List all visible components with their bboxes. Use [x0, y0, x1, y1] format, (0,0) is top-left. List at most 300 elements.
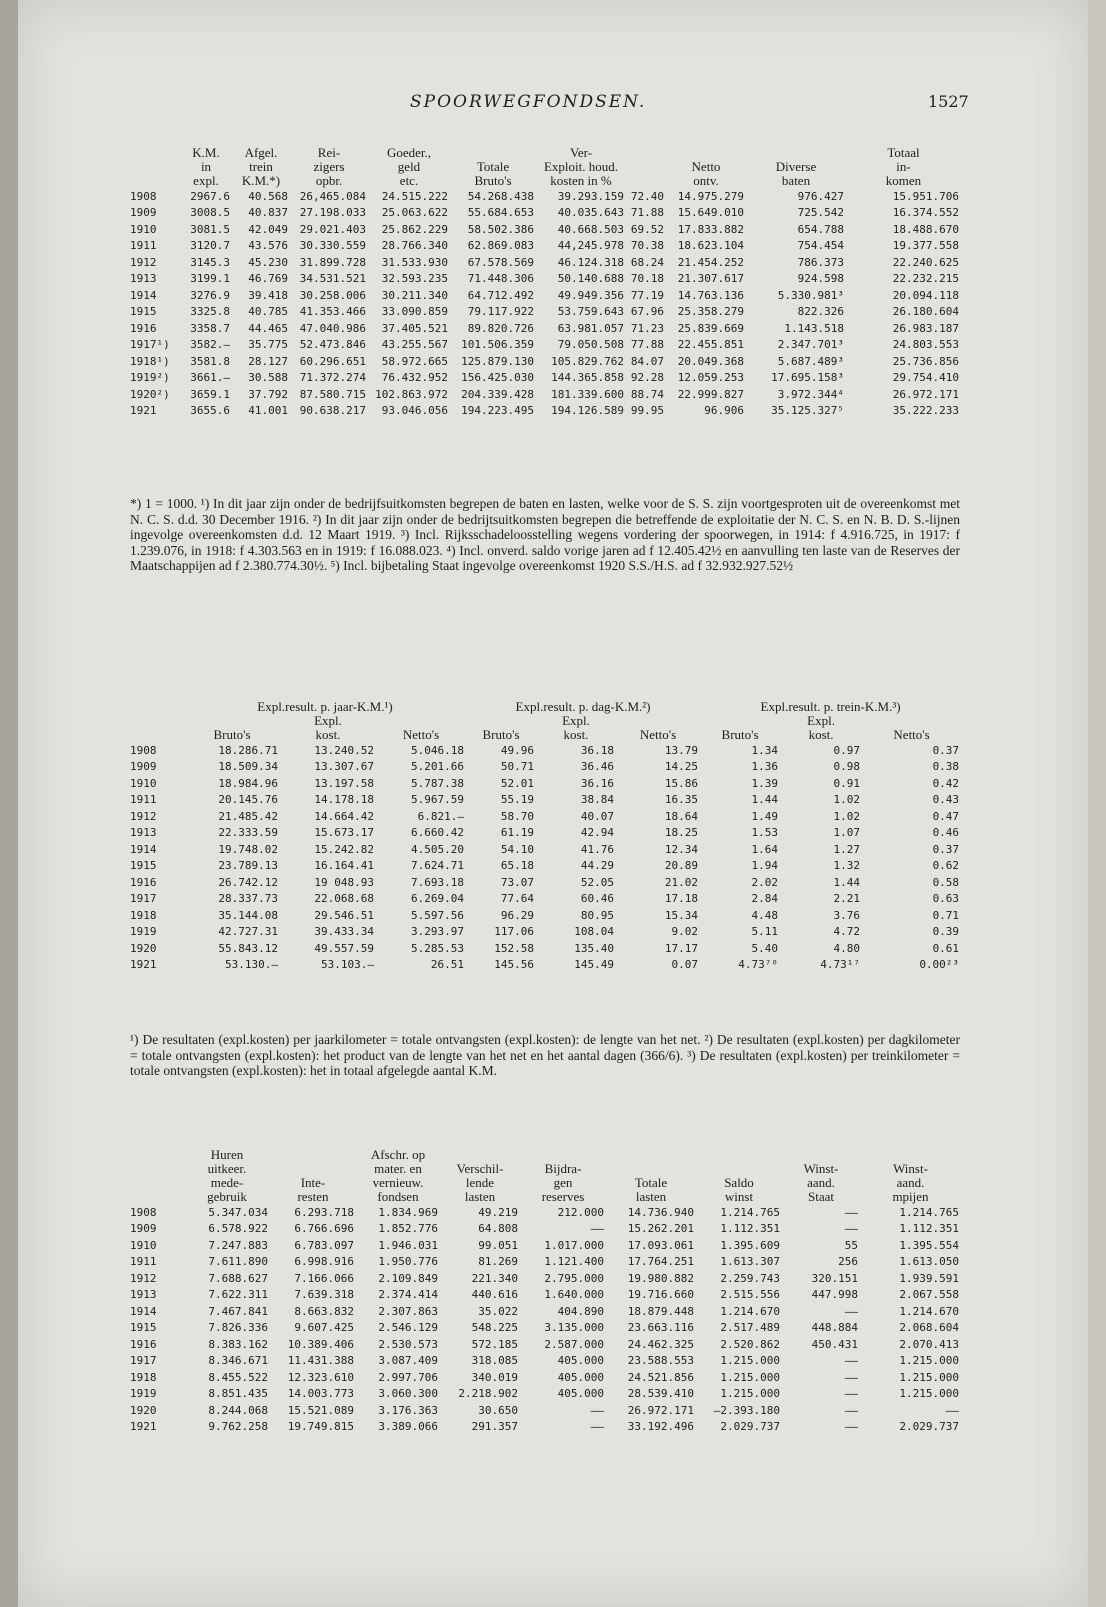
- table-cell: 39.433.34: [314, 925, 374, 939]
- table-cell: 754.454: [797, 239, 844, 253]
- table-cell: 61.19: [500, 826, 535, 840]
- table-cell: 1.07: [833, 826, 861, 840]
- page-number: 1527: [928, 92, 969, 111]
- table-cell: 26,465.084: [299, 189, 366, 203]
- table-cell: 12.34: [664, 842, 699, 856]
- table-cell: 53.103.—: [321, 958, 374, 972]
- costs-table-row: [128, 1204, 961, 1221]
- table-cell: 17.093.061: [627, 1238, 694, 1252]
- table-cell: 25.862.229: [381, 222, 448, 236]
- table-cell: 5.330.981³: [777, 288, 844, 302]
- table-cell: 8.346.671: [208, 1354, 268, 1368]
- table-cell: 40.035.643: [557, 206, 624, 220]
- costs-table-row: [128, 1402, 961, 1419]
- table-cell: 152.58: [494, 941, 535, 955]
- table-cell: 0.58: [932, 875, 960, 889]
- table-cell: 70.18: [630, 272, 664, 286]
- page-header: [0, 88, 1106, 114]
- table-cell: 3661.—: [190, 371, 230, 385]
- table-cell: 404.890: [557, 1304, 604, 1318]
- table-cell: 79.050.508: [557, 338, 624, 352]
- table-cell: 9.02: [671, 925, 699, 939]
- table-cell: 8.383.162: [208, 1337, 268, 1351]
- table-cell: 36.46: [580, 760, 615, 774]
- table-cell: 2.997.706: [378, 1370, 438, 1384]
- revenue-table-row: [128, 320, 961, 337]
- column-header: Totaal in- komen: [885, 145, 922, 188]
- table-cell: 35.222.233: [892, 404, 959, 418]
- table-cell: 4.80: [833, 941, 861, 955]
- table-cell: 21.02: [664, 875, 699, 889]
- table-cell: ——: [590, 1222, 604, 1236]
- table-cell: 1.64: [751, 842, 779, 856]
- table-cell: 9.607.425: [294, 1321, 354, 1335]
- table-cell: 5.201.66: [411, 760, 465, 774]
- table-cell: 15.673.17: [314, 826, 374, 840]
- table-cell: 13.79: [664, 743, 699, 757]
- table-cell: 7.688.627: [208, 1271, 268, 1285]
- table-cell: 18.879.448: [627, 1304, 694, 1318]
- table-cell: 67.96: [630, 305, 664, 319]
- table-cell: 41.353.466: [299, 305, 366, 319]
- table-cell: 63.981.057: [557, 321, 624, 335]
- group-train-km: Expl.result. p. trein-K.M.³): [760, 699, 901, 714]
- revenue-table-row: [128, 188, 961, 205]
- table-cell: 40.568: [248, 189, 288, 203]
- column-header: Netto's: [402, 727, 440, 742]
- table-cell: 81.269: [478, 1255, 518, 1269]
- column-header: Ver- Exploit. houd. kosten in %: [543, 145, 619, 188]
- table-cell: 2.546.129: [378, 1321, 438, 1335]
- table-cell: 340.019: [471, 1370, 518, 1384]
- results-table-row: [128, 742, 961, 759]
- table-cell: 2.029.737: [720, 1420, 780, 1434]
- column-header: Bijdra- gen reserves: [541, 1161, 585, 1204]
- table-cell: 35.022: [478, 1304, 518, 1318]
- table-cell: 0.47: [932, 809, 960, 823]
- table-cell: 6.766.696: [294, 1222, 354, 1236]
- table-cell: 725.542: [797, 206, 844, 220]
- table-cell: 2.347.701³: [777, 338, 844, 352]
- table-cell: 88.74: [630, 387, 664, 401]
- results-table-row: [128, 841, 961, 858]
- costs-table-row: [128, 1386, 961, 1403]
- table-cell: 1.34: [751, 743, 779, 757]
- results-group-header: [128, 700, 961, 714]
- table-cell: 36.18: [580, 743, 615, 757]
- table-cell: 572.185: [471, 1337, 518, 1351]
- table-cell: 4.48: [751, 908, 779, 922]
- year-cell: 1919: [130, 925, 157, 939]
- table-cell: 2967.6: [190, 189, 230, 203]
- results-table-row: [128, 775, 961, 792]
- table-cell: 1.32: [833, 859, 861, 873]
- table-cell: 19.377.558: [892, 239, 959, 253]
- table-cell: 30.211.340: [381, 288, 448, 302]
- running-title: SPOORWEGFONDSEN.: [410, 92, 647, 112]
- results-table-row: [128, 825, 961, 842]
- table-cell: 73.07: [500, 875, 535, 889]
- results-notes: [130, 1032, 960, 1079]
- table-cell: 1.27: [833, 842, 861, 856]
- table-cell: 13.197.58: [314, 776, 374, 790]
- table-cell: 8.851.435: [208, 1387, 268, 1401]
- table-cell: 42.049: [248, 222, 288, 236]
- revenue-table-row: [128, 238, 961, 255]
- table-cell: 5.285.53: [411, 941, 465, 955]
- costs-table-row: [128, 1221, 961, 1238]
- table-cell: 3659.1: [190, 387, 230, 401]
- table-cell: 20.094.118: [892, 288, 959, 302]
- table-cell: 194.126.589: [551, 404, 624, 418]
- group-year-km: Expl.result. p. jaar-K.M.¹): [257, 699, 393, 714]
- table-cell: 67.578.569: [467, 255, 534, 269]
- table-cell: 22.232.215: [892, 272, 959, 286]
- table-cell: 18.488.670: [892, 222, 959, 236]
- table-cell: 30.588: [248, 371, 288, 385]
- year-cell: 1914: [130, 288, 157, 302]
- table-cell: 1.950.776: [378, 1255, 438, 1269]
- year-cell: 1913: [130, 272, 157, 286]
- table-cell: 0.38: [932, 760, 960, 774]
- table-cell: ——: [844, 1222, 858, 1236]
- year-cell: 1918¹): [130, 354, 170, 368]
- table-cell: 18.509.34: [218, 760, 278, 774]
- column-header: Afgel. trein K.M.*): [241, 145, 281, 188]
- table-cell: 62.869.083: [467, 239, 534, 253]
- table-cell: 22.240.625: [892, 255, 959, 269]
- table-cell: 976.427: [797, 189, 844, 203]
- table-cell: 822.326: [797, 305, 844, 319]
- costs-profit-table: [128, 1148, 961, 1435]
- table-cell: 52.01: [500, 776, 535, 790]
- table-cell: ——: [590, 1403, 604, 1417]
- table-cell: 18.25: [664, 826, 699, 840]
- table-cell: 15.34: [664, 908, 699, 922]
- table-cell: 1.36: [751, 760, 779, 774]
- table-cell: 7.467.841: [208, 1304, 268, 1318]
- table-cell: 0.98: [833, 760, 861, 774]
- table-cell: 6.998.916: [294, 1255, 354, 1269]
- table-cell: 93.046.056: [381, 404, 448, 418]
- table-cell: 31.899.728: [299, 255, 366, 269]
- table-cell: 0.00²³: [919, 958, 960, 972]
- table-cell: 2.218.902: [458, 1387, 518, 1401]
- column-header: Inte- resten: [297, 1175, 329, 1204]
- revenue-footnote: *) 1 = 1000. ¹) In dit jaar zijn onder de bedrijfsuitkomsten begrepen de baten en lasten, welke voor de S. S. zijn voortgesproten uit de overeenkomst met N. C. S. d.d. 30 December 1916. ²) In dit jaar zijn onder de bedrijtsuitkomsten begrepen die betreffende de exploitatie der N. C. S. en N. B. D. S.-lijnen ingevolge overeenkomsten d.d. 12 Maart 1919. ³) Incl. Rijksschadeloosstelling wegens vordering der spoorwegen, in 1914: f 4.916.725, in 1917: f 1.239.076, in 1918: f 4.303.563 en in 1919: f 16.088.023. ⁴) Incl. onverd. saldo vorige jaren ad f 12.405.42½ en aanvulling ten laste van de Reserves der Maatschappijen ad f 2.380.774.30½. ⁵) Incl. bijbetaling Staat ingevolge overeenkomst 1920 S.S./H.S. ad f 32.932.927.52½: [130, 496, 960, 574]
- table-cell: 25.736.856: [892, 354, 959, 368]
- table-cell: 90.638.217: [299, 404, 366, 418]
- year-cell: 1917: [130, 892, 157, 906]
- table-cell: 447.998: [811, 1288, 858, 1302]
- table-cell: 102.863.972: [375, 387, 448, 401]
- table-cell: 46.124.318: [557, 255, 624, 269]
- table-cell: 1.215.000: [899, 1354, 959, 1368]
- table-cell: 2.067.558: [899, 1288, 959, 1302]
- table-cell: 99.051: [478, 1238, 518, 1252]
- table-cell: 19 048.93: [314, 875, 374, 889]
- table-cell: 11.431.388: [287, 1354, 354, 1368]
- table-cell: 46.769: [248, 272, 288, 286]
- column-header: Winst- aand. mpijen: [892, 1161, 929, 1204]
- table-cell: 9.762.258: [208, 1420, 268, 1434]
- table-cell: 5.11: [751, 925, 779, 939]
- year-cell: 1919: [130, 1387, 157, 1401]
- table-cell: 145.49: [574, 958, 615, 972]
- revenue-table-row: [128, 221, 961, 238]
- costs-table-body: [128, 1204, 961, 1435]
- year-cell: 1921: [130, 1420, 157, 1434]
- table-cell: 1.44: [751, 793, 779, 807]
- table-cell: 76.432.952: [381, 371, 448, 385]
- table-cell: 25.839.669: [677, 321, 744, 335]
- results-table-row: [128, 940, 961, 957]
- table-cell: 28.127: [248, 354, 288, 368]
- table-cell: 221.340: [471, 1271, 518, 1285]
- table-cell: 3.135.000: [544, 1321, 604, 1335]
- costs-table-row: [128, 1336, 961, 1353]
- table-cell: 2.517.489: [720, 1321, 780, 1335]
- table-cell: 0.42: [932, 776, 960, 790]
- table-cell: 145.56: [494, 958, 535, 972]
- table-cell: 144.365.858: [551, 371, 624, 385]
- results-table-body: [128, 742, 961, 973]
- costs-table-row: [128, 1287, 961, 1304]
- table-cell: 1.214.670: [720, 1304, 780, 1318]
- table-cell: 2.070.413: [899, 1337, 959, 1351]
- table-cell: 71.88: [630, 206, 664, 220]
- revenue-table-row: [128, 370, 961, 387]
- table-cell: 3325.8: [190, 305, 230, 319]
- table-cell: 7.611.890: [208, 1255, 268, 1269]
- table-cell: 19.716.660: [627, 1288, 694, 1302]
- table-cell: 53.759.643: [557, 305, 624, 319]
- table-cell: 0.97: [833, 743, 861, 757]
- table-cell: 92.28: [630, 371, 664, 385]
- year-cell: 1916: [130, 1337, 157, 1351]
- table-cell: 38.84: [580, 793, 615, 807]
- column-header: Winst- aand. Staat: [803, 1161, 839, 1204]
- table-cell: 1.49: [751, 809, 779, 823]
- table-cell: 40.785: [248, 305, 288, 319]
- table-cell: 1.613.307: [720, 1255, 780, 1269]
- year-cell: 1916: [130, 321, 157, 335]
- column-header: Bruto's: [721, 727, 759, 742]
- table-cell: 117.06: [494, 925, 535, 939]
- year-cell: 1908: [130, 189, 157, 203]
- table-cell: 1.946.031: [378, 1238, 438, 1252]
- table-cell: 1.214.765: [899, 1205, 959, 1219]
- revenue-table-header: [128, 146, 961, 188]
- results-sub-header: [128, 714, 961, 742]
- table-cell: 181.339.600: [551, 387, 624, 401]
- table-cell: 23.663.116: [627, 1321, 694, 1335]
- table-cell: 3.293.97: [411, 925, 465, 939]
- table-cell: 1.02: [833, 809, 861, 823]
- table-cell: 3145.3: [190, 255, 230, 269]
- results-footnote: ¹) De resultaten (expl.kosten) per jaarkilometer = totale ontvangsten (expl.kosten): de lengte van het net. ²) De resultaten (expl.kosten) per dagkilometer = totale ontvangsten (expl.kosten): het product van de lengte van het net en het aantal dagen (366/6). ³) De resultaten (expl.kosten) per treinkilometer = totale ontvangsten (expl.kosten): het in totaal afgelegde aantal K.M.: [130, 1032, 960, 1079]
- table-cell: 26.972.171: [892, 387, 959, 401]
- table-cell: 96.29: [500, 908, 535, 922]
- table-cell: 20.89: [664, 859, 699, 873]
- table-cell: 108.04: [574, 925, 615, 939]
- column-header: Afschr. op mater. en vernieuw. fondsen: [370, 1147, 426, 1204]
- table-cell: 70.38: [630, 239, 664, 253]
- table-cell: 448.884: [811, 1321, 858, 1335]
- table-cell: 50.140.688: [557, 272, 624, 286]
- table-cell: 55.684.653: [467, 206, 534, 220]
- table-cell: 2.109.849: [378, 1271, 438, 1285]
- table-cell: 5.597.56: [411, 908, 465, 922]
- column-header: Netto's: [893, 727, 930, 742]
- table-cell: 60.296.651: [299, 354, 366, 368]
- results-table-row: [128, 891, 961, 908]
- table-cell: 548.225: [471, 1321, 518, 1335]
- table-cell: 2.515.556: [720, 1288, 780, 1302]
- table-cell: 16.35: [664, 793, 699, 807]
- year-cell: 1915: [130, 305, 157, 319]
- table-cell: 17.833.882: [677, 222, 744, 236]
- year-cell: 1911: [130, 239, 157, 253]
- table-cell: 14.25: [664, 760, 699, 774]
- table-cell: 6.783.097: [294, 1238, 354, 1252]
- year-cell: 1910: [130, 1238, 157, 1252]
- table-cell: 40.668.503: [557, 222, 624, 236]
- table-cell: 14.763.136: [677, 288, 744, 302]
- column-header: Netto's: [639, 727, 677, 742]
- table-cell: 33.192.496: [627, 1420, 694, 1434]
- year-cell: 1911: [130, 1255, 157, 1269]
- table-cell: 26.180.604: [892, 305, 959, 319]
- table-cell: 18.623.104: [677, 239, 744, 253]
- table-cell: 23.588.553: [627, 1354, 694, 1368]
- results-table-row: [128, 759, 961, 776]
- column-header: [128, 146, 180, 188]
- table-cell: 0.91: [833, 776, 861, 790]
- year-cell: 1909: [130, 206, 157, 220]
- table-cell: 35.775: [248, 338, 288, 352]
- column-header: Expl. kost.: [562, 713, 590, 742]
- table-cell: 7.693.18: [411, 875, 465, 889]
- table-cell: 43.255.567: [381, 338, 448, 352]
- table-cell: 58.502.386: [467, 222, 534, 236]
- table-cell: 3655.6: [190, 404, 230, 418]
- table-cell: 5.967.59: [411, 793, 465, 807]
- table-cell: 924.598: [797, 272, 844, 286]
- table-cell: 44.29: [580, 859, 615, 873]
- table-cell: 5.687.489³: [777, 354, 844, 368]
- table-cell: 3199.1: [190, 272, 230, 286]
- revenue-table-row: [128, 337, 961, 354]
- table-cell: 32.593.235: [381, 272, 448, 286]
- year-cell: 1920: [130, 1403, 157, 1417]
- table-cell: 84.07: [630, 354, 664, 368]
- table-cell: 37.792: [248, 387, 288, 401]
- table-cell: 19.980.882: [627, 1271, 694, 1285]
- year-cell: 1917: [130, 1354, 157, 1368]
- table-cell: 1.112.351: [720, 1222, 780, 1236]
- table-cell: 3008.5: [190, 206, 230, 220]
- table-cell: 1.121.400: [544, 1255, 604, 1269]
- table-cell: 17.695.158³: [771, 371, 844, 385]
- table-cell: 50.71: [500, 760, 535, 774]
- table-cell: 3581.8: [190, 354, 230, 368]
- table-cell: 45.230: [248, 255, 288, 269]
- table-cell: 0.39: [932, 925, 960, 939]
- table-cell: 3.176.363: [378, 1403, 438, 1417]
- table-cell: 26.972.171: [627, 1403, 694, 1417]
- table-cell: 1.215.000: [899, 1387, 959, 1401]
- table-cell: 35.125.327⁵: [771, 404, 844, 418]
- costs-table-row: [128, 1369, 961, 1386]
- year-cell: 1908: [130, 1205, 157, 1219]
- year-cell: 1919²): [130, 371, 170, 385]
- table-cell: 30.258.006: [299, 288, 366, 302]
- table-cell: 0.63: [932, 892, 960, 906]
- revenue-table-row: [128, 353, 961, 370]
- table-cell: 194.223.495: [461, 404, 534, 418]
- table-cell: 7.826.336: [208, 1321, 268, 1335]
- table-cell: ——: [844, 1403, 858, 1417]
- table-cell: 156.425.030: [461, 371, 534, 385]
- table-cell: 405.000: [557, 1354, 604, 1368]
- table-cell: 24.521.856: [627, 1370, 694, 1384]
- table-cell: 320.151: [811, 1271, 858, 1285]
- table-cell: 26.983.187: [892, 321, 959, 335]
- table-cell: 0.61: [932, 941, 960, 955]
- table-cell: 2.259.743: [720, 1271, 780, 1285]
- table-cell: 15.262.201: [627, 1222, 694, 1236]
- table-cell: 1.395.554: [899, 1238, 959, 1252]
- table-cell: 12.059.253: [677, 371, 744, 385]
- table-cell: 22.068.68: [314, 892, 374, 906]
- table-cell: 256: [838, 1255, 858, 1269]
- table-cell: 96.906: [704, 404, 744, 418]
- table-cell: 20.049.368: [677, 354, 744, 368]
- table-cell: 8.244.068: [208, 1403, 268, 1417]
- table-cell: 1.112.351: [899, 1222, 959, 1236]
- column-header: [626, 146, 666, 188]
- table-cell: 21.454.252: [677, 255, 744, 269]
- revenue-table-row: [128, 386, 961, 403]
- table-cell: 405.000: [557, 1387, 604, 1401]
- table-cell: 22.333.59: [218, 826, 278, 840]
- table-cell: 14.178.18: [314, 793, 374, 807]
- column-header: Netto ontv.: [691, 159, 721, 188]
- table-cell: 24.515.222: [381, 189, 448, 203]
- table-cell: 0.71: [932, 908, 960, 922]
- table-cell: 14.003.773: [287, 1387, 354, 1401]
- table-cell: 41.001: [248, 404, 288, 418]
- results-group-spacer: [128, 700, 184, 714]
- table-cell: 3.389.066: [378, 1420, 438, 1434]
- table-cell: 42.727.31: [218, 925, 278, 939]
- table-cell: 440.616: [471, 1288, 518, 1302]
- table-cell: ——: [844, 1387, 858, 1401]
- table-cell: 28.337.73: [218, 892, 278, 906]
- table-cell: 41.76: [580, 842, 615, 856]
- table-cell: 21.485.42: [218, 809, 278, 823]
- costs-table-row: [128, 1237, 961, 1254]
- table-cell: 3276.9: [190, 288, 230, 302]
- column-header: Totale Bruto's: [474, 159, 512, 188]
- table-cell: 13.307.67: [314, 760, 374, 774]
- table-cell: 30.330.559: [299, 239, 366, 253]
- table-cell: 72.40: [630, 189, 664, 203]
- results-table-row: [128, 957, 961, 974]
- table-cell: 786.373: [797, 255, 844, 269]
- table-cell: 1.94: [751, 859, 779, 873]
